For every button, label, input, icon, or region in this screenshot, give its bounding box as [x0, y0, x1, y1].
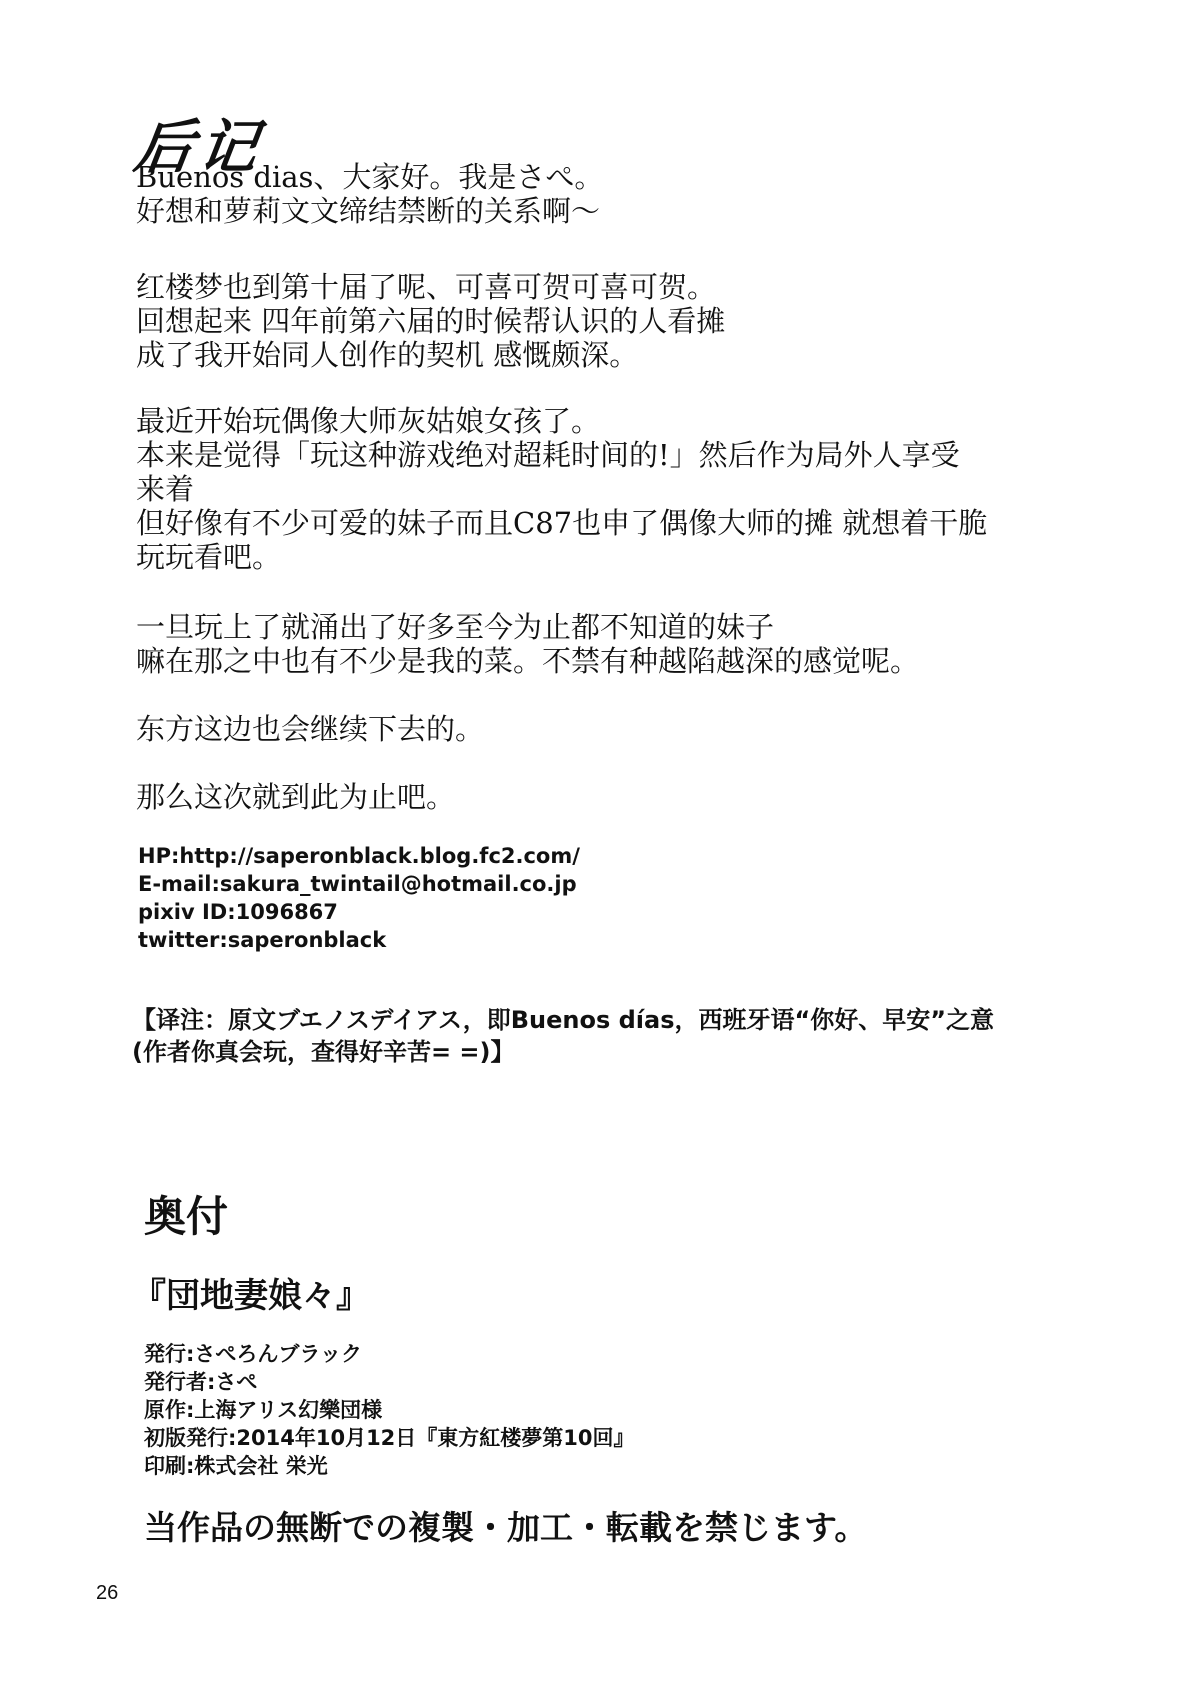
afterword-line: 来着 [136, 472, 195, 506]
colophon-publisher: 発行:さぺろんブラック [144, 1342, 362, 1366]
colophon-issuer: 発行者:さぺ [144, 1370, 258, 1394]
afterword-line: 东方这边也会继续下去的。 [136, 712, 485, 746]
colophon-printer: 印刷:株式会社 栄光 [144, 1454, 328, 1478]
book-title: 『団地妻娘々』 [132, 1276, 370, 1316]
afterword-line: 但好像有不少可爱的妹子而且C87也申了偶像大师的摊 就想着干脆 [136, 506, 988, 540]
afterword-line: 好想和萝莉文文缔结禁断的关系啊～ [136, 194, 601, 228]
afterword-line: 最近开始玩偶像大师灰姑娘女孩了。 [136, 404, 601, 438]
afterword-title: 后记 [130, 113, 269, 181]
afterword-line: 嘛在那之中也有不少是我的菜。不禁有种越陷越深的感觉呢。 [136, 644, 920, 678]
page-number: 26 [96, 1582, 119, 1604]
afterword-line: 那么这次就到此为止吧。 [136, 780, 456, 814]
translator-note-line: (作者你真会玩，查得好辛苦= =)】 [132, 1038, 515, 1066]
translator-note-line: 【译注：原文ブエノスデイアス，即Buenos días，西班牙语“你好、早安”之意 [132, 1006, 995, 1034]
afterword-line: 玩玩看吧。 [136, 540, 282, 574]
contact-pixiv: pixiv ID:1096867 [138, 900, 338, 924]
afterword-line: 一旦玩上了就涌出了好多至今为止都不知道的妹子 [136, 610, 775, 644]
afterword-line: 红楼梦也到第十届了呢、可喜可贺可喜可贺。 [136, 270, 717, 304]
afterword-line: 成了我开始同人创作的契机 感慨颇深。 [136, 338, 639, 372]
afterword-line: 本来是觉得「玩这种游戏绝对超耗时间的!」然后作为局外人享受 [136, 438, 960, 472]
afterword-line: 回想起来 四年前第六届的时候帮认识的人看摊 [136, 304, 726, 338]
colophon-original: 原作:上海アリス幻樂団様 [144, 1398, 383, 1422]
contact-email: E-mail:sakura_twintail@hotmail.co.jp [138, 872, 577, 896]
afterword-line: Buenos dias、大家好。我是さぺ。 [136, 160, 604, 194]
copyright-notice: 当作品の無断での複製・加工・転載を禁じます。 [144, 1508, 868, 1547]
contact-homepage: HP:http://saperonblack.blog.fc2.com/ [138, 844, 580, 868]
colophon-title: 奥付 [144, 1192, 229, 1241]
colophon-first-edition: 初版発行:2014年10月12日『東方紅楼夢第10回』 [144, 1426, 635, 1450]
contact-twitter: twitter:saperonblack [138, 928, 387, 952]
